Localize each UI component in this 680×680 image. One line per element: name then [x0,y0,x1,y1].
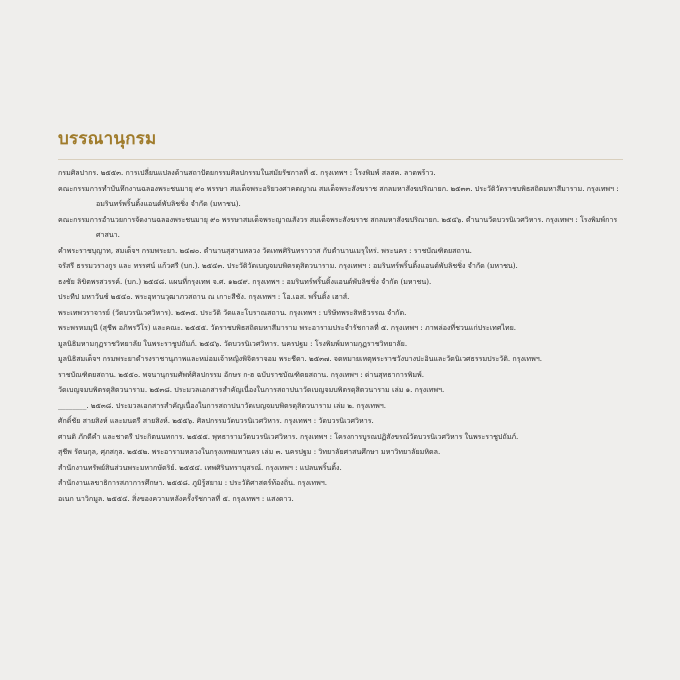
bibliography-entry: มูลนิธิมหามกุฏราชวิทยาลัย ในพระราชูปถัมภ์. ๒๕๔๖. วัดบวรนิเวศวิหาร. นครปฐม : โรงพิมพ์มหามกุฏราชวิทยาลัย. [58,338,408,348]
bibliography-entry: สำนักงานทรัพย์สินส่วนพระมหากษัตริย์. ๒๕๕๔. เทพศิรินทราบุสรณ์. กรุงเทพฯ : แปลนพริ้นติ้ง. [58,462,342,472]
bibliography-entry: มูลนิธิสมเด็จฯ กรมพระยาดำรงราชานุภาพและหม่อมเจ้าหญิงพิจิตราจอม พระชีตา. ๒๕๓๗. จดหมายเหตุพระราชวังบางปะอินและวัดนิเวศธรรมประวัติ. กรุงเทพฯ. [58,354,542,363]
bibliography-entry: อเนก นาวิกมูล. ๒๕๕๔. สิ่งของความหลังครั้งรัชกาลที่ ๕. กรุงเทพฯ : แสงดาว. [58,493,294,503]
bibliography-entry: ธงชัย ลิขิตพรสวรรค์. (บก.) ๒๕๔๘. แผนที่กรุงเทพ จ.ศ. ๑๒๔๙. กรุงเทพฯ : อมรินทร์พริ้นติ้งแอนด์พับลิชชิ่ง จำกัด (มหาชน). [58,276,432,286]
bibliography-entry: พระเทพวราจารย์ (วัดบวรนิเวศวิหาร). ๒๕๓๕. ประวัติ วัดและโบราณสถาน. กรุงเทพฯ : บริษัทพระสิทธิวรรณ จำกัด. [58,307,407,317]
bibliography-entry: พระพรหมมุนี (สุชีพ อภิพรวีโร) และคณะ. ๒๕๕๕. วัดราชบพิธสถิตมหาสีมาราม พระอารามประจำรัชกาลที่ ๕. กรุงเทพฯ : ภาพล่องที่ชวนแก่ประเทศไทย. [58,323,517,332]
bibliography-entry: สุชีพ รัตนกุล, ศุภสกุล. ๒๕๕๒. พระอารามหลวงในกรุงเทพมหานคร เล่ม ๓. นครปฐม : วิทยาลัยศาสนศึกษา มหาวิทยาลัยมหิดล. [58,447,441,456]
bibliography-entry: ประทีป มหาวันซ์ ๒๕๔๐. พระอุทานวุฒาภวสถาน ณ เกาะสีชัง. กรุงเทพฯ : โอ.เอส. พริ้นติ้ง เฮาส์. [58,292,350,301]
bibliography-list [58,165,628,506]
bibliography-entry: ศักดิ์ชัย สายสิงห์ และมนตรี สายสิงห์. ๒๕๕๖. ศิลปกรรมวัดบวรนิเวศวิหาร. กรุงเทพฯ : วัดบวรนิเวศวิหาร. [58,416,374,425]
bibliography-entry: สำนักงานเลขาธิการสภาการศึกษา. ๒๕๕๘. ภูมิรู้สยาม : ประวัติศาสตร์ท้องถิ่น. กรุงเทพฯ. [58,478,328,487]
bibliography-entry: คณะกรรมการทำบันทึกงานฉลองพระชนมายุ ๙๐ พรรษา สมเด็จพระอริยวงศาคตญาณ สมเด็จพระสังฆราช สกลมหาสังฆปริณายก. ๒๕๓๓. ประวัติวัดราชบพิธสถิตมหาสีมาราม. กรุงเทพฯ : อมรินทร์พริ้นติ้งแอนด์พับลิชชิ่ง จำกัด (มหาชน). [58,183,619,208]
bibliography-entry: กรมศิลปากร. ๒๕๕๓. การเปลี่ยนแปลงด้านสถาปัตยกรรมศิลปกรรมในสมัยรัชกาลที่ ๕. กรุงเทพฯ : โรงพิมพ์ สลสค. ลาดพร้าว. [58,168,436,177]
bibliography-entry: ศานติ ภักดีคำ และชาตรี ประกิตนนทการ. ๒๕๕๕. พุทธารามวัดบวรนิเวศวิหาร. กรุงเทพฯ : โครงการบูรณปฏิสังขรณ์วัดบวรนิเวศวิหาร ในพระราชูปถัมภ์. [58,431,519,441]
bibliography-entry: วัดเบญจมบพิตรดุสิตวนาราม. ๒๕๓๘. ประมวลเอกสารสำคัญเนื่องในการสถาปนาวัดเบญจมบพิตรดุสิตวนาราม เล่ม ๑. กรุงเทพฯ. [58,385,445,394]
bibliography-entry: ราชบัณฑิตยสถาน. ๒๕๕๐. พจนานุกรมศัพท์ศิลปกรรม อักษร ก-ฮ ฉบับราชบัณฑิตยสถาน. กรุงเทพฯ : ด่านสุทธาการพิมพ์. [58,369,424,379]
bibliography-entry: ________. ๒๕๓๘. ประมวลเอกสารสำคัญเนื่องในการสถาปนาวัดเบญจมบพิตรดุสิตวนาราม เล่ม ๒. กรุงเทพฯ. [58,400,386,410]
bibliography-entry: จรัสรี ธรรมวรางกูร และ ทรรศน์ แก้วศรี (บก.). ๒๕๔๓. ประวัติวัดเบญจมบพิตรดุสิตวนาราม. กรุงเทพฯ : อมรินทร์พริ้นติ้งแอนด์พับลิชชิ่ง จำกัด (มหาชน). [58,261,518,270]
title-divider [58,159,623,160]
bibliography-entry: คณะกรรมการอำนวยการจัดงานฉลองพระชนมายุ ๙๐ พรรษาสมเด็จพระญาณสังวร สมเด็จพระสังฆราช สกลมหาสังฆปริณายก. ๒๕๔๖. ตำนานวัดบวรนิเวศวิหาร. กรุงเทพฯ : โรงพิมพ์การศาสนา. [58,214,618,239]
page-title: บรรณานุกรม [58,129,157,149]
bibliography-entry: คำพระราชบุญาท, สมเด็จฯ กรมพระยา. ๒๔๗๐. ตำนานสุสานหลวง วัดเทพศิรินทราวาส กับตำนานเมรุใหร่. พระนคร : ราชบัณฑิตยสถาน. [58,245,472,255]
